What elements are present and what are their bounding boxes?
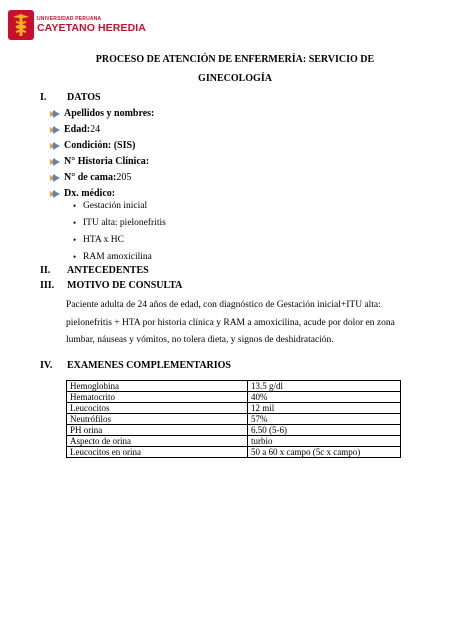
arrow-bullet-icon (49, 173, 61, 183)
table-row (67, 414, 401, 425)
bullet-dot-icon: • (73, 252, 77, 262)
section-number: IV. (40, 360, 53, 371)
diagnosis-text: Gestación inicial (83, 201, 148, 211)
field-label: N° de cama: (64, 172, 117, 183)
title-line-2: GINECOLOGÍA (198, 73, 272, 84)
caduceus-logo-icon (8, 10, 34, 40)
exam-value-cell: turbio (248, 436, 401, 447)
exam-name-cell: Hematocrito (67, 392, 248, 403)
motivo-paragraph: Paciente adulta de 24 años de edad, con diagnóstico de Gestación inicial+ITU alta: pielonefritis + HTA por historia clínica y RAM a amoxicilina, acude por dolor en zona lumbar, náuseas y vómitos, no tolera dieta, y signos de deshidratación. (66, 300, 395, 345)
field-label: Apellidos y nombres: (64, 108, 155, 119)
field-label: Condición: (SIS) (64, 140, 136, 151)
section-heading: ANTECEDENTES (67, 265, 149, 276)
diagnosis-item (73, 201, 148, 211)
section-number: I. (40, 92, 47, 103)
table-row (67, 436, 401, 447)
section-heading: MOTIVO DE CONSULTA (67, 280, 183, 291)
exam-value-cell: 57% (248, 414, 401, 425)
arrow-bullet-icon (49, 125, 61, 135)
patient-field (49, 172, 131, 183)
exam-name-cell: Hemoglobina (67, 381, 248, 392)
exam-value-cell: 6.50 (5-6) (248, 425, 401, 436)
diagnosis-item (73, 235, 124, 245)
table-row (67, 392, 401, 403)
logo-text-small: UNIVERSIDAD PERUANA (37, 15, 102, 22)
bullet-dot-icon: • (73, 201, 77, 211)
title-line-1: PROCESO DE ATENCIÓN DE ENFERMERÍA: SERVICIO DE (95, 54, 375, 65)
arrow-bullet-icon (49, 141, 61, 151)
exam-name-cell: Neutrófilos (67, 414, 248, 425)
diagnosis-item (73, 252, 152, 262)
table-row (67, 403, 401, 414)
lab-results-table (66, 380, 401, 458)
bullet-dot-icon: • (73, 218, 77, 228)
exam-name-cell: Leucocitos en orina (67, 447, 248, 458)
exam-name-cell: PH orina (67, 425, 248, 436)
section-heading: EXAMENES COMPLEMENTARIOS (67, 360, 231, 371)
exam-name-cell: Leucocitos (67, 403, 248, 414)
university-logo (8, 10, 146, 40)
diagnosis-item (73, 218, 166, 228)
section-antecedentes (40, 265, 240, 277)
exam-value-cell: 50 a 60 x campo (5c x campo) (248, 447, 401, 458)
patient-field (49, 108, 154, 119)
section-motivo (40, 280, 240, 292)
page-title (70, 50, 400, 88)
field-label: Edad: (64, 124, 91, 135)
patient-field (49, 140, 135, 151)
section-number: III. (40, 280, 55, 291)
arrow-bullet-icon (49, 189, 61, 199)
exam-name-cell: Aspecto de orina (67, 436, 248, 447)
section-datos (40, 92, 240, 104)
exam-value-cell: 40% (248, 392, 401, 403)
exam-value-cell: 13.5 g/dl (248, 381, 401, 392)
field-label: N° Historia Clínica: (64, 156, 150, 167)
arrow-bullet-icon (49, 157, 61, 167)
logo-text-main: CAYETANO HEREDIA (37, 21, 146, 34)
bullet-dot-icon: • (73, 235, 77, 245)
patient-field (49, 188, 115, 199)
table-row (67, 425, 401, 436)
diagnosis-text: RAM amoxicilina (83, 252, 152, 262)
table-row (67, 447, 401, 458)
patient-field (49, 124, 100, 135)
section-heading: DATOS (67, 92, 101, 103)
section-number: II. (40, 265, 51, 276)
field-label: Dx. médico: (64, 188, 116, 199)
patient-field (49, 156, 149, 167)
field-value: 205 (116, 172, 132, 183)
diagnosis-text: ITU alta: pielonefritis (83, 218, 166, 228)
table-row (67, 381, 401, 392)
exam-value-cell: 12 mil (248, 403, 401, 414)
section-examenes (40, 360, 300, 372)
field-value: 24 (90, 124, 101, 135)
arrow-bullet-icon (49, 109, 61, 119)
diagnosis-text: HTA x HC (83, 235, 124, 245)
